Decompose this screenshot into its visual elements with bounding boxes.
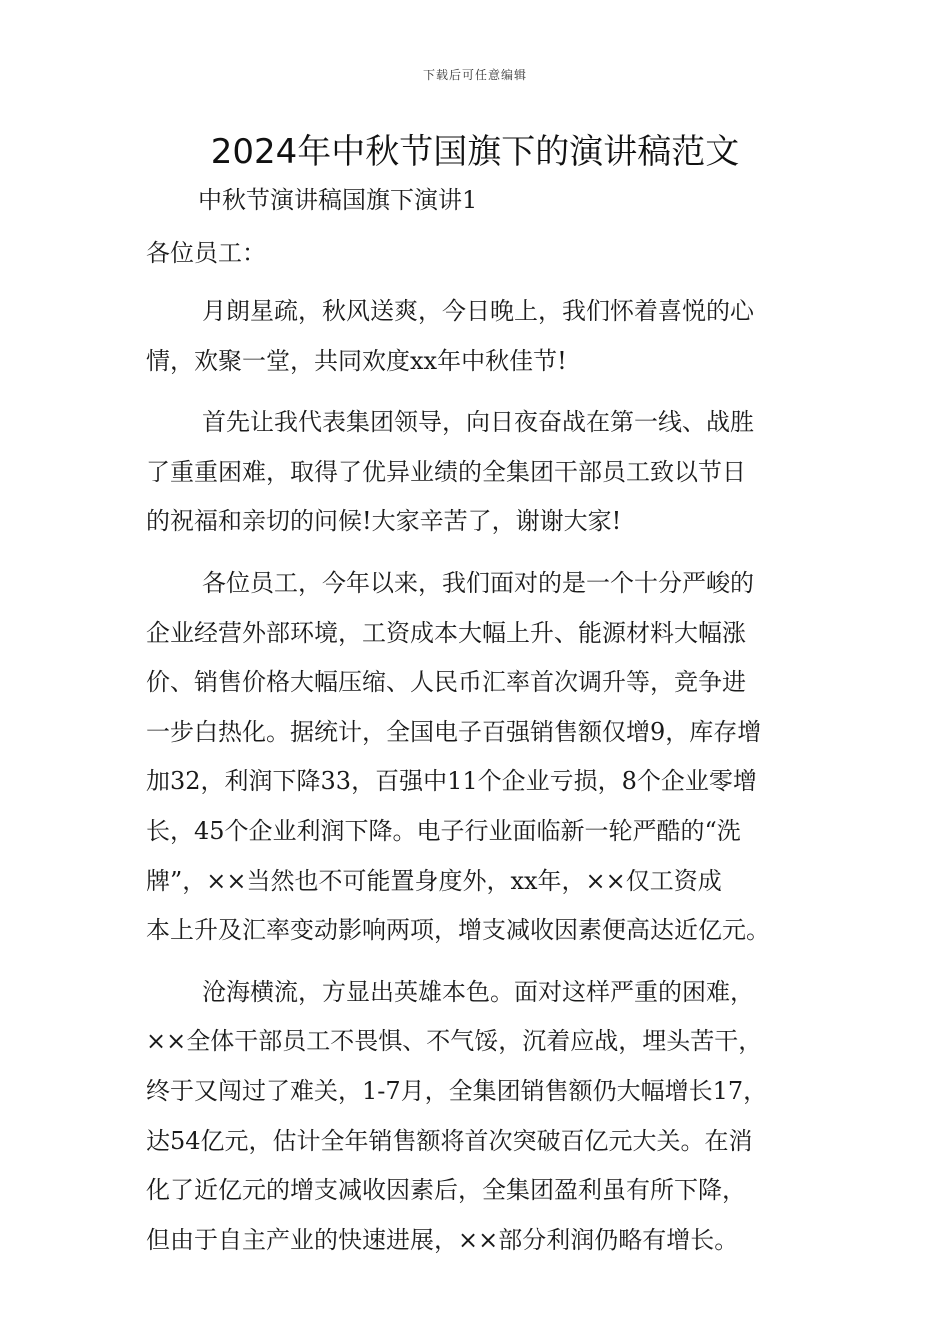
document-body bbox=[146, 178, 816, 1265]
paragraph bbox=[146, 287, 816, 386]
paragraph-line: 牌”，××当然也不可能置身度外，xx年，××仅工资成 bbox=[146, 866, 722, 895]
paragraph bbox=[146, 968, 816, 1266]
paragraph-line: 首先让我代表集团领导，向日夜奋战在第一线、战胜 bbox=[202, 408, 754, 437]
paragraph bbox=[146, 398, 816, 547]
paragraph-line: 化了近亿元的增支减收因素后，全集团盈利虽有所下降， bbox=[146, 1176, 746, 1205]
paragraph-line: 月朗星疏，秋风送爽，今日晚上，我们怀着喜悦的心 bbox=[202, 297, 754, 325]
paragraph-line: 终于又闯过了难关，1-7月，全集团销售额仍大幅增长17， bbox=[146, 1076, 768, 1105]
greeting: 各位员工： bbox=[146, 239, 266, 267]
header-note: 下载后可任意编辑 bbox=[422, 68, 527, 82]
paragraph-line: 一步白热化。据统计，全国电子百强销售额仅增9，库存增 bbox=[146, 717, 762, 746]
speech-subtitle: 中秋节演讲稿国旗下演讲1 bbox=[198, 186, 478, 214]
paragraph-line: 情，欢聚一堂，共同欢度xx年中秋佳节! bbox=[146, 346, 567, 375]
paragraph-line: 长，45个企业利润下降。电子行业面临新一轮严酷的“洗 bbox=[146, 816, 741, 845]
paragraph bbox=[146, 559, 816, 956]
paragraph-line: 的祝福和亲切的问候!大家辛苦了，谢谢大家! bbox=[146, 507, 622, 536]
paragraph-line: 沧海横流，方显出英雄本色。面对这样严重的困难， bbox=[202, 977, 754, 1006]
paragraph-line: 价、销售价格大幅压缩、人民币汇率首次调升等，竞争进 bbox=[146, 668, 746, 697]
paragraph-line: 了重重困难，取得了优异业绩的全集团干部员工致以节日 bbox=[146, 457, 746, 486]
paragraph-line: 企业经营外部环境，工资成本大幅上升、能源材料大幅涨 bbox=[146, 618, 746, 647]
paragraph-line: 加32，利润下降33，百强中11个企业亏损，8个企业零增 bbox=[146, 767, 757, 796]
paragraph-line: 各位员工，今年以来，我们面对的是一个十分严峻的 bbox=[202, 568, 754, 597]
paragraph-line: ××全体干部员工不畏惧、不气馁，沉着应战，埋头苦干， bbox=[146, 1027, 763, 1056]
paragraph-line: 达54亿元，估计全年销售额将首次突破百亿元大关。在消 bbox=[146, 1126, 753, 1155]
paragraph-line: 本上升及汇率变动影响两项，增支减收因素便高达近亿元。 bbox=[146, 916, 770, 945]
paragraph-line: 但由于自主产业的快速进展，××部分利润仍略有增长。 bbox=[146, 1225, 739, 1254]
document-title: 2024年中秋节国旗下的演讲稿范文 bbox=[210, 132, 740, 172]
